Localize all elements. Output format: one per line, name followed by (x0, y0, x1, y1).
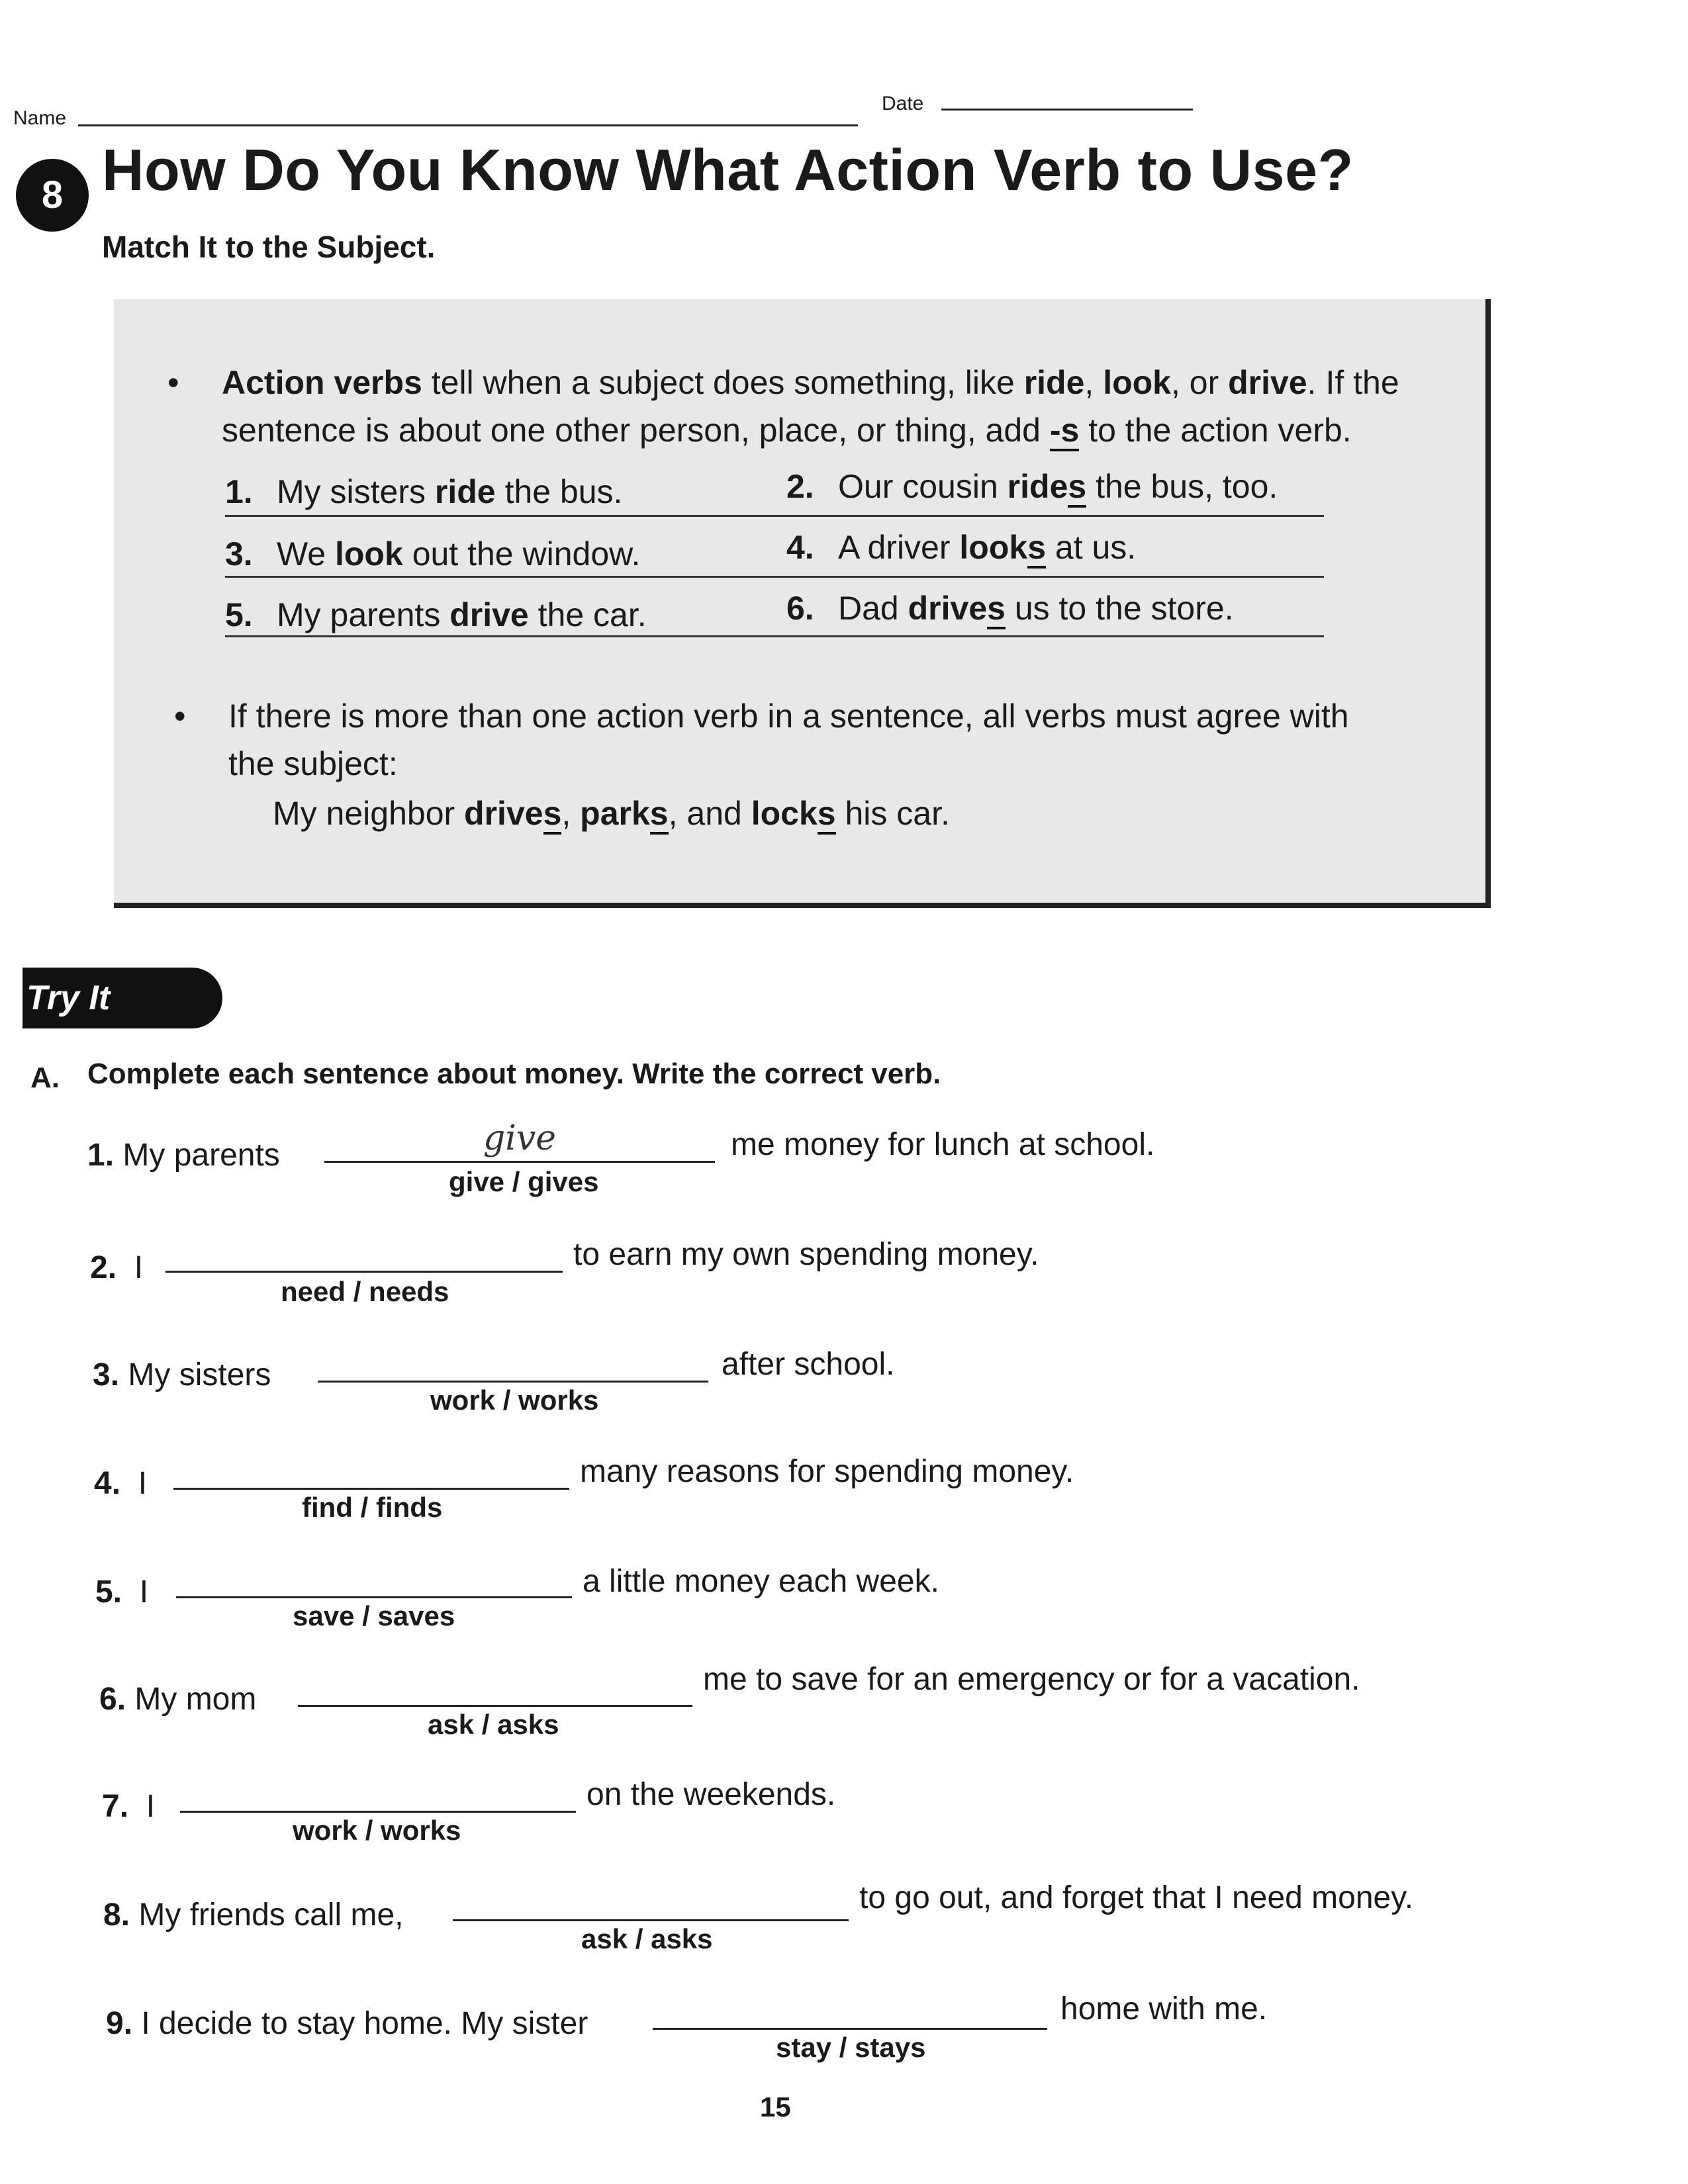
question-text-after: on the weekends. (586, 1777, 836, 1812)
example-text: his car. (835, 795, 950, 832)
question-7 (102, 1788, 155, 1825)
example-1 (225, 473, 622, 511)
answer-blank-7[interactable] (180, 1811, 576, 1813)
question-6 (99, 1681, 256, 1717)
question-2 (90, 1250, 143, 1286)
example-number: 2. (786, 468, 814, 505)
question-number: 7. (102, 1789, 129, 1824)
example-verb: ride (1007, 468, 1068, 505)
question-text-after: me to save for an emergency or for a vacation. (703, 1662, 1360, 1697)
example-text: Our cousin (838, 468, 1008, 505)
part-letter: A. (30, 1062, 60, 1094)
rule-text: tell when a subject does something, like (422, 364, 1024, 401)
example-verb-suffix: s (1068, 468, 1086, 508)
verb-choice-9: stay / stays (776, 2032, 926, 2063)
date-field[interactable] (941, 109, 1193, 111)
answer-blank-9[interactable] (653, 2028, 1047, 2030)
verb-choice-8: ask / asks (581, 1923, 713, 1954)
question-3 (93, 1357, 271, 1393)
question-text-after: to earn my own spending money. (573, 1237, 1039, 1272)
answer-blank-4[interactable] (173, 1488, 569, 1490)
handwritten-answer-1: give (483, 1118, 557, 1158)
example-6 (786, 589, 1234, 627)
question-number: 4. (94, 1466, 121, 1501)
question-text-before: I (139, 1574, 149, 1610)
example-text: , and (668, 795, 751, 832)
verb-choice-2: need / needs (281, 1276, 449, 1307)
page-subtitle: Match It to the Subject. (102, 230, 436, 264)
rule-bullet-2-example (273, 794, 950, 833)
example-3 (225, 535, 640, 573)
question-text-before: I (138, 1466, 148, 1501)
verb-choice-7: work / works (293, 1815, 461, 1846)
question-number: 3. (93, 1357, 120, 1392)
question-9 (106, 2005, 588, 2042)
question-1 (87, 1137, 280, 1173)
question-number: 6. (99, 1682, 126, 1717)
question-text-before: My sisters (128, 1357, 271, 1392)
question-text-after: after school. (722, 1347, 895, 1382)
example-text: My sisters (277, 473, 435, 510)
answer-blank-5[interactable] (176, 1596, 572, 1598)
question-text-before: I (134, 1250, 144, 1285)
example-text: us to the store. (1005, 590, 1234, 627)
example-text: My neighbor (273, 795, 465, 832)
example-verb: drive (449, 596, 529, 633)
bullet-dot-icon: • (174, 698, 186, 735)
example-number: 4. (786, 529, 814, 566)
try-it-banner: Try It (23, 968, 222, 1028)
name-label: Name (13, 107, 67, 129)
question-5 (95, 1574, 148, 1610)
verb-look: look (1103, 364, 1171, 401)
verb-choice-5: save / saves (293, 1600, 455, 1631)
example-verb-suffix: s (818, 795, 836, 835)
verb-choice-3: work / works (430, 1385, 599, 1416)
example-verb: ride (434, 473, 496, 510)
verb-choice-4: find / finds (302, 1492, 443, 1523)
rule-text: to the action verb. (1079, 412, 1352, 449)
answer-blank-6[interactable] (298, 1705, 692, 1707)
answer-blank-8[interactable] (453, 1919, 849, 1921)
example-verb: look (959, 529, 1028, 566)
example-number: 6. (786, 590, 814, 627)
example-verb-suffix: s (1027, 529, 1046, 569)
rule-text: . If the sentence is about one other person, place, or thing, add (222, 364, 1399, 449)
example-text: at us. (1046, 529, 1137, 566)
example-verb: drive (908, 590, 988, 627)
question-text-after: many reasons for spending money. (580, 1454, 1074, 1489)
example-row-divider (225, 515, 1324, 517)
part-instructions: Complete each sentence about money. Write the correct verb. (87, 1058, 941, 1090)
term-action-verbs: Action verbs (222, 364, 422, 401)
example-text: out the window. (402, 535, 641, 572)
example-verb: drive (464, 795, 543, 832)
page-title: How Do You Know What Action Verb to Use? (102, 137, 1354, 203)
example-verb-suffix: s (650, 795, 669, 835)
question-text-before: My mom (134, 1682, 257, 1717)
question-text-before: I (146, 1789, 156, 1824)
rule-bullet-1 (167, 359, 1440, 454)
example-text: , (561, 795, 581, 832)
example-verb-suffix: s (543, 795, 562, 835)
question-number: 1. (87, 1138, 115, 1173)
date-label: Date (882, 93, 924, 114)
example-text: the bus. (495, 473, 623, 510)
verb-choice-6: ask / asks (428, 1709, 559, 1740)
answer-blank-3[interactable] (318, 1381, 708, 1383)
answer-blank-2[interactable] (165, 1271, 563, 1273)
example-number: 1. (225, 473, 253, 510)
example-number: 5. (225, 596, 253, 633)
question-text-before: I decide to stay home. My sister (141, 2006, 588, 2041)
example-5 (225, 596, 647, 634)
question-8 (103, 1897, 403, 1933)
question-text-before: My parents (122, 1138, 280, 1173)
question-text-after: me money for lunch at school. (731, 1127, 1155, 1162)
example-verb: park (580, 795, 650, 832)
question-number: 8. (103, 1897, 130, 1933)
rule-text: , (1084, 364, 1103, 401)
question-text-after: a little money each week. (583, 1564, 939, 1599)
name-field[interactable] (78, 124, 858, 126)
question-text-after: to go out, and forget that I need money. (859, 1880, 1414, 1915)
verb-choice-1: give / gives (449, 1166, 599, 1197)
example-text: Dad (838, 590, 908, 627)
question-number: 2. (90, 1250, 117, 1285)
example-text: the bus, too. (1086, 468, 1278, 505)
lesson-number-badge: 8 (16, 159, 89, 232)
question-number: 9. (106, 2006, 133, 2041)
example-verb-suffix: s (987, 590, 1006, 629)
question-text-before: My friends call me, (138, 1897, 404, 1933)
answer-blank-1[interactable] (324, 1161, 715, 1163)
page-number: 15 (760, 2091, 791, 2122)
example-verb: lock (751, 795, 818, 832)
example-text: My parents (277, 596, 450, 633)
question-number: 5. (95, 1574, 122, 1610)
verb-ride: ride (1023, 364, 1085, 401)
verb-drive: drive (1228, 364, 1307, 401)
question-4 (94, 1465, 147, 1502)
example-text: A driver (838, 529, 960, 566)
example-verb: look (335, 535, 403, 572)
rule-bullet-2 (174, 692, 1393, 788)
rule-text: If there is more than one action verb in a sentence, all verbs must agree with the subject: (228, 698, 1349, 782)
example-text: We (277, 535, 335, 572)
example-number: 3. (225, 535, 253, 572)
bullet-dot-icon: • (167, 364, 179, 401)
example-4 (786, 528, 1136, 567)
suffix-s: -s (1050, 412, 1079, 451)
example-2 (786, 467, 1278, 506)
question-text-after: home with me. (1060, 1991, 1268, 2026)
example-row-divider (225, 576, 1324, 578)
example-row-divider (225, 635, 1324, 637)
example-text: the car. (528, 596, 647, 633)
rule-text: , or (1171, 364, 1229, 401)
